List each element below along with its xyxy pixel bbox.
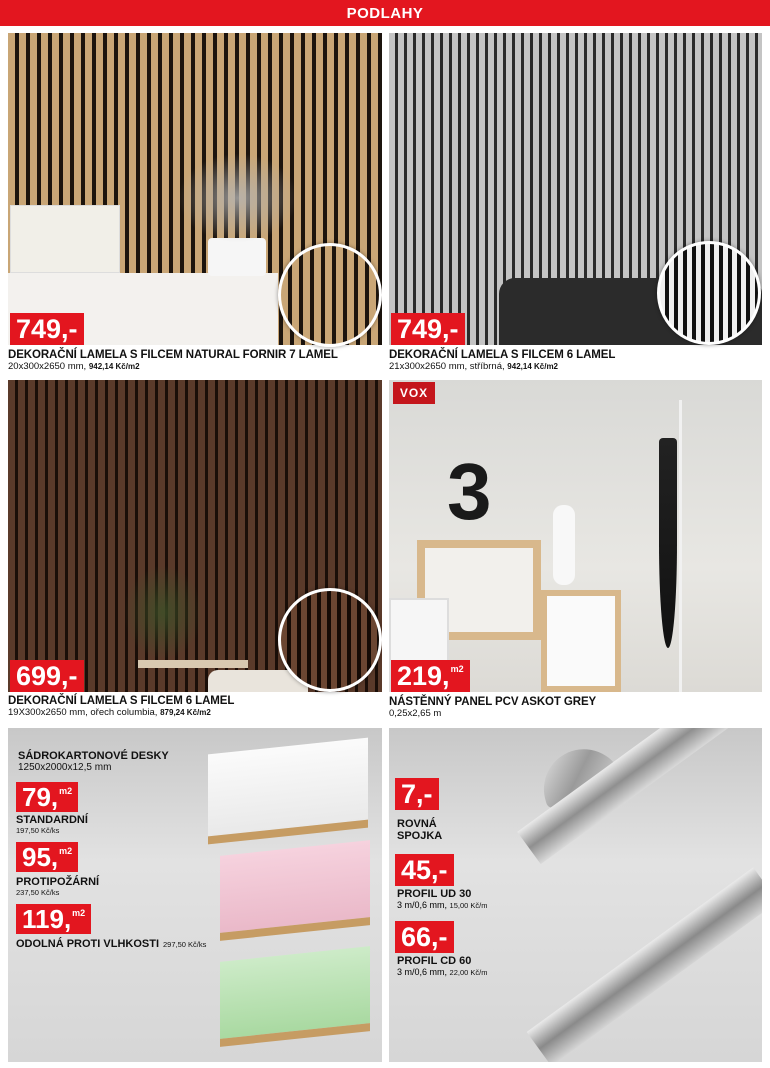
section-title: PODLAHY: [346, 4, 424, 22]
price-tag: 749,-: [391, 313, 465, 345]
product-card-walnut-lamela[interactable]: [8, 380, 382, 725]
drywall-title: SÁDROKARTONOVÉ DESKY 1250x2000x12,5 mm: [18, 750, 169, 773]
zoom-detail-circle: [278, 243, 382, 347]
brand-logo: VOX: [393, 382, 435, 404]
price-tag-moisture: 119, m2: [16, 904, 91, 934]
profile-cd60: [527, 867, 762, 1062]
item-moisture: ODOLNÁ PROTI VLHKOSTI 297,50 Kč/ks: [16, 938, 207, 950]
product-caption: [8, 349, 338, 372]
product-photo: [389, 380, 762, 692]
product-photo: [389, 33, 762, 345]
white-cube: [541, 590, 621, 692]
number-3-decor: 3: [447, 447, 492, 536]
coat-stand: [679, 400, 682, 692]
product-title: DEKORAČNÍ LAMELA S FILCEM NATURAL FORNIR 7 LAMEL: [8, 349, 338, 361]
item-ud30: PROFIL UD 30 3 m/0,6 mm, 15,00 Kč/m: [397, 888, 488, 910]
plant: [123, 565, 203, 660]
section-header: [0, 0, 770, 26]
product-caption: [8, 695, 234, 718]
product-title: DEKORAČNÍ LAMELA S FILCEM 6 LAMEL: [8, 695, 235, 707]
product-photo: [8, 33, 382, 345]
price-tag: 699,-: [10, 660, 84, 692]
vase-plant: [208, 238, 266, 276]
product-title: DEKORAČNÍ LAMELA S FILCEM 6 LAMEL: [389, 349, 616, 361]
drywall-section[interactable]: [8, 728, 382, 1062]
price-tag-cd60: 66,-: [395, 921, 454, 953]
drywall-stack-green: [220, 946, 370, 1047]
item-cd60: PROFIL CD 60 3 m/0,6 mm, 22,00 Kč/m: [397, 955, 488, 977]
price-tag-standard: 79, m2: [16, 782, 78, 812]
price-tag-fireproof: 95, m2: [16, 842, 78, 872]
product-card-grey-lamela[interactable]: [389, 33, 762, 378]
product-title: NÁSTĚNNÝ PANEL PCV ASKOT GREY: [389, 696, 597, 708]
product-details: 21x300x2650 mm, stříbrná, 942,14 Kč/m2: [389, 361, 558, 372]
profiles-section[interactable]: [389, 728, 762, 1062]
price-tag-ud30: 45,-: [395, 854, 454, 886]
plant-branches: [178, 153, 298, 243]
product-details: 0,25x2,65 m: [389, 708, 442, 719]
item-standard: STANDARDNÍ 197,50 Kč/ks: [16, 814, 88, 835]
zoom-detail-circle: [278, 588, 382, 692]
product-card-pvc-panel[interactable]: [389, 380, 762, 725]
zoom-detail-circle: [657, 241, 761, 345]
product-details: 19X300x2650 mm, ořech columbia, 879,24 Kč/m2: [8, 707, 211, 718]
vase: [553, 505, 575, 585]
drywall-stack-white: [208, 738, 368, 845]
price-tag: 749,-: [10, 313, 84, 345]
music-sheets: [10, 205, 120, 273]
drywall-stack-pink: [220, 840, 370, 941]
product-caption: [389, 349, 615, 372]
umbrella: [659, 438, 677, 648]
product-caption: [389, 696, 596, 719]
price-tag: 219, m2: [391, 660, 470, 692]
product-details: 20x300x2650 mm, 942,14 Kč/m2: [8, 361, 140, 372]
product-photo: [8, 380, 382, 692]
side-table: [138, 660, 248, 668]
product-card-natural-lamela[interactable]: [8, 33, 382, 378]
item-fireproof: PROTIPOŽÁRNÍ 237,50 Kč/ks: [16, 876, 100, 897]
price-tag-connector: 7,-: [395, 778, 439, 810]
item-connector: ROVNÁ SPOJKA: [397, 818, 443, 842]
